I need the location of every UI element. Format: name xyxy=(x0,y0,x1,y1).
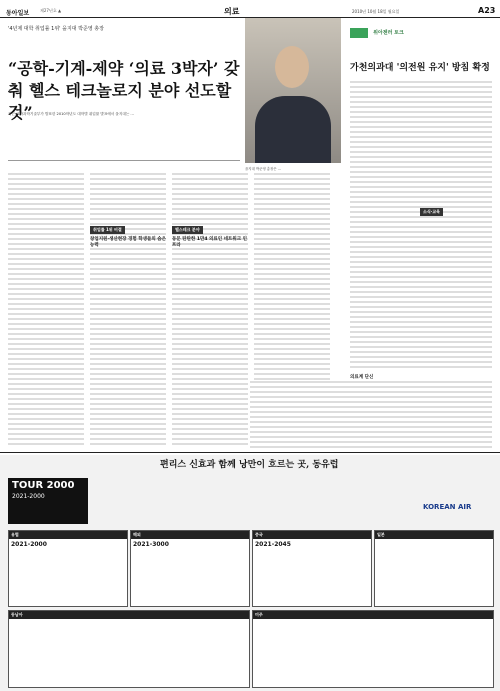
issue-number: 제27년호 ▲ xyxy=(40,8,62,13)
ad-box: 일본 xyxy=(374,530,494,607)
news-briefs xyxy=(250,380,492,450)
ad-box: 동남아 xyxy=(8,610,250,688)
president-photo xyxy=(245,18,341,163)
article-lead-text: 최근 교과과학기술부가 발표한 2010학년도 대학별 취업률 발표에서 을지대는 … xyxy=(8,112,135,116)
ad-box: 해외 2021-3000 xyxy=(130,530,250,607)
subhead-2: 동문 탄탄한 1만4 의료인 네트워크 인프라 xyxy=(172,237,247,248)
issue-date: 2010년 10월 18일 월요일 xyxy=(352,9,400,14)
side-body xyxy=(350,80,492,370)
ad-rule xyxy=(0,452,500,453)
article-headline: “공학-기계-제약 ‘의료 3박자’ 갖춰 헬스 테크놀로지 분야 선도할 것” xyxy=(8,59,240,122)
column-logo: 위아젠러 토크 xyxy=(350,22,404,41)
subhead-1: 창업지원·생산현장 경험 학생들의 숨은 능력 xyxy=(90,237,166,248)
section-title: 의료 xyxy=(224,7,240,16)
box-heading-1: 취업률 1위 비결 xyxy=(90,226,125,234)
photo-caption: 을지대 박준영 총장은 … xyxy=(245,167,282,171)
ad-box: 중국 2021-2045 xyxy=(252,530,372,607)
ad-box: 미주 xyxy=(252,610,494,688)
masthead-logo: 동아일보 xyxy=(6,10,30,17)
airline-logo: KOREAN AIR xyxy=(423,503,472,511)
divider xyxy=(8,160,240,161)
ad-slogan: 편리스 신효과 함께 낭만이 흐르는 곳, 동유럽 xyxy=(160,460,339,470)
news-briefs-heading: 의료계 단신 xyxy=(350,375,374,380)
tour-ad: TOUR 2000 2021-2000 xyxy=(8,478,88,524)
side-headline: 가천의과대 '의전원 유지' 방침 확정 xyxy=(350,63,490,73)
ad-box: 유럽 2021-2000 xyxy=(8,530,128,607)
article-kicker: '4년제 대학 취업률 1위' 을지대 박준영 총장 xyxy=(8,26,104,32)
page-number: A23 xyxy=(478,6,496,15)
box-heading-2: 헬스테크 분야 xyxy=(172,226,203,234)
side-box-heading: 소식·교육 xyxy=(420,208,443,216)
